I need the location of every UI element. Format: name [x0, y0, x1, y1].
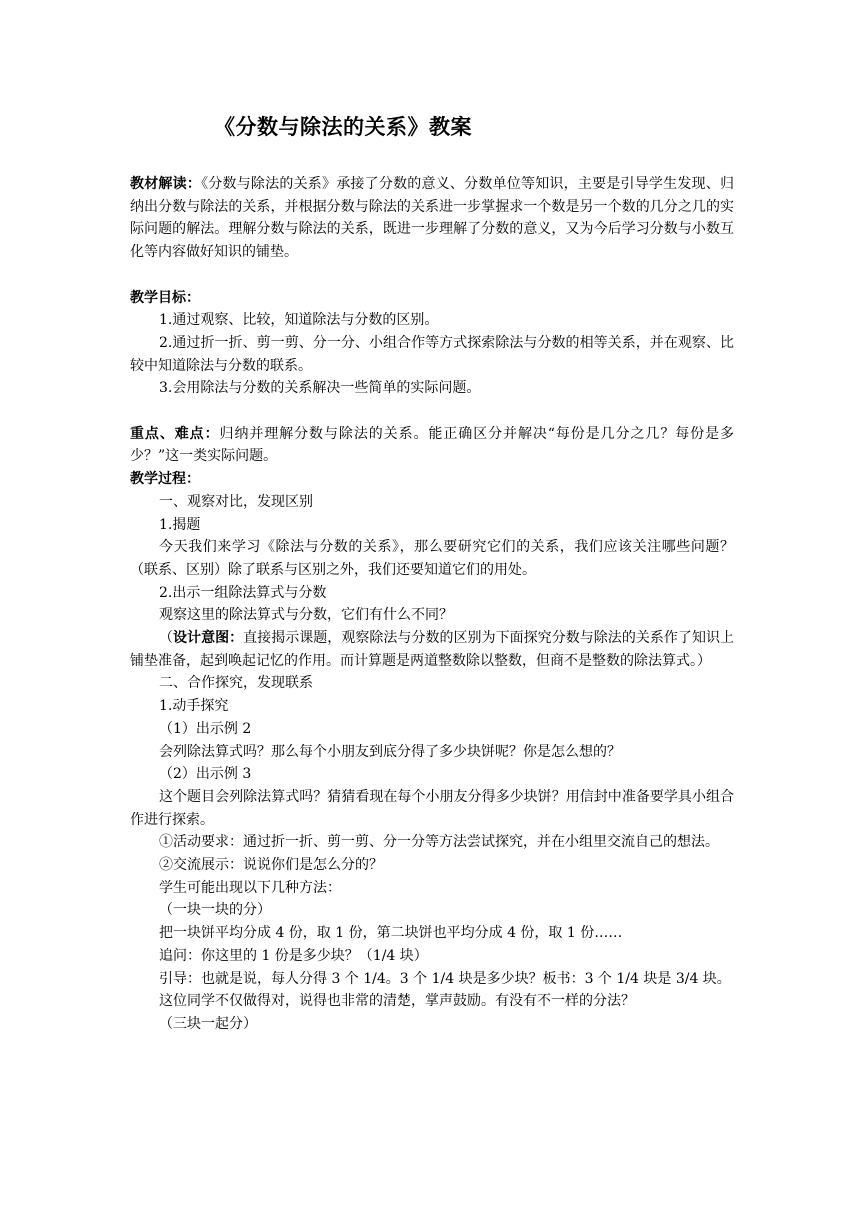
section-heading: 一、观察对比，发现区别: [159, 493, 313, 510]
body-paragraph: 今天我们来学习《除法与分数的关系》，那么要研究它们的关系，我们应该关注哪些问题？（联系、区别）除了联系与区别之外，我们还要知道它们的用处。: [130, 539, 734, 578]
goal-item: 1.通过观察、比较，知道除法与分数的区别。: [159, 312, 439, 329]
intro-paragraph: [130, 173, 734, 264]
body-paragraph: ②交流展示：说说你们是怎么分的？: [159, 857, 383, 874]
intro-label: 教材解读：: [130, 176, 202, 192]
body-paragraph: 观察这里的除法算式与分数，它们有什么不同？: [159, 607, 453, 624]
body-paragraph: 把一块饼平均分成 4 份，取 1 份，第二块饼也平均分成 4 份，取 1 份……: [159, 925, 623, 942]
design-intent-paragraph: [130, 627, 734, 672]
spacer: [130, 264, 734, 287]
document-body: [130, 173, 734, 1036]
design-intent-open: （: [159, 630, 174, 647]
goal-item: 2.通过折一折、剪一剪、分一分、小组合作等方式探索除法与分数的相等关系，并在观察、比较中知道除法与分数的联系。: [130, 334, 734, 374]
intro-text: 《分数与除法的关系》承接了分数的意义、分数单位等知识，主要是引导学生发现、归纳出分数与除法的关系，并根据分数与除法的关系进一步掌握求一个数是另一个数的几分之几的实际问题的解法。理解分数与除法的关系，既进一步理解了分数的意义，又为今后学习分数与小数互化等内容做好知识的铺垫。: [130, 176, 735, 261]
body-paragraph: 引导：也就是说，每人分得 3 个 1/4。3 个 1/4 块是多少块？板书：3 个 1/4 块是 3/4 块。: [159, 970, 731, 987]
method-heading: （一块一块的分）: [159, 902, 271, 919]
section-heading: 二、合作探究，发现联系: [159, 675, 313, 692]
step-heading: 1.揭题: [159, 516, 201, 533]
key-points-text: 归纳并理解分数与除法的关系。能正确区分并解决“每份是几分之几？每份是多少？”这一类实际问题。: [130, 425, 735, 465]
body-paragraph: 追问：你这里的 1 份是多少块？（1/4 块）: [159, 947, 428, 964]
body-paragraph: 会列除法算式吗？那么每个小朋友到底分得了多少块饼呢？你是怎么想的？: [159, 743, 621, 760]
key-points-label: 重点、难点：: [130, 425, 220, 442]
goal-item: 3.会用除法与分数的关系解决一些简单的实际问题。: [159, 380, 481, 397]
spacer: [130, 400, 734, 423]
process-heading: 教学过程：: [130, 471, 200, 488]
step-heading: 1.动手探究: [159, 698, 229, 715]
example-heading: （1）出示例 2: [159, 720, 252, 737]
design-intent-label: 设计意图：: [173, 630, 244, 647]
body-paragraph: 学生可能出现以下几种方法：: [159, 879, 341, 896]
example-heading: （2）出示例 3: [159, 766, 252, 783]
goals-heading: 教学目标：: [130, 289, 200, 306]
method-heading: （三块一起分）: [159, 1015, 257, 1032]
design-intent-text: 直接揭示课题，观察除法与分数的区别为下面探究分数与除法的关系作了知识上铺垫准备，起到唤起记忆的作用。而计算题是两道整数除以整数，但商不是整数的除法算式。）: [130, 630, 735, 669]
step-heading: 2.出示一组除法算式与分数: [159, 584, 327, 601]
key-points-paragraph: [130, 423, 734, 468]
body-paragraph: 这个题目会列除法算式吗？猜猜看现在每个小朋友分得多少块饼？用信封中准备要学具小组合作进行探索。: [130, 788, 734, 828]
document-title: 《分数与除法的关系》教案: [214, 114, 472, 139]
body-paragraph: ①活动要求：通过折一折、剪一剪、分一分等方法尝试探究，并在小组里交流自己的想法。: [159, 834, 719, 851]
body-paragraph: 这位同学不仅做得对，说得也非常的清楚，掌声鼓励。有没有不一样的分法？: [159, 993, 635, 1010]
